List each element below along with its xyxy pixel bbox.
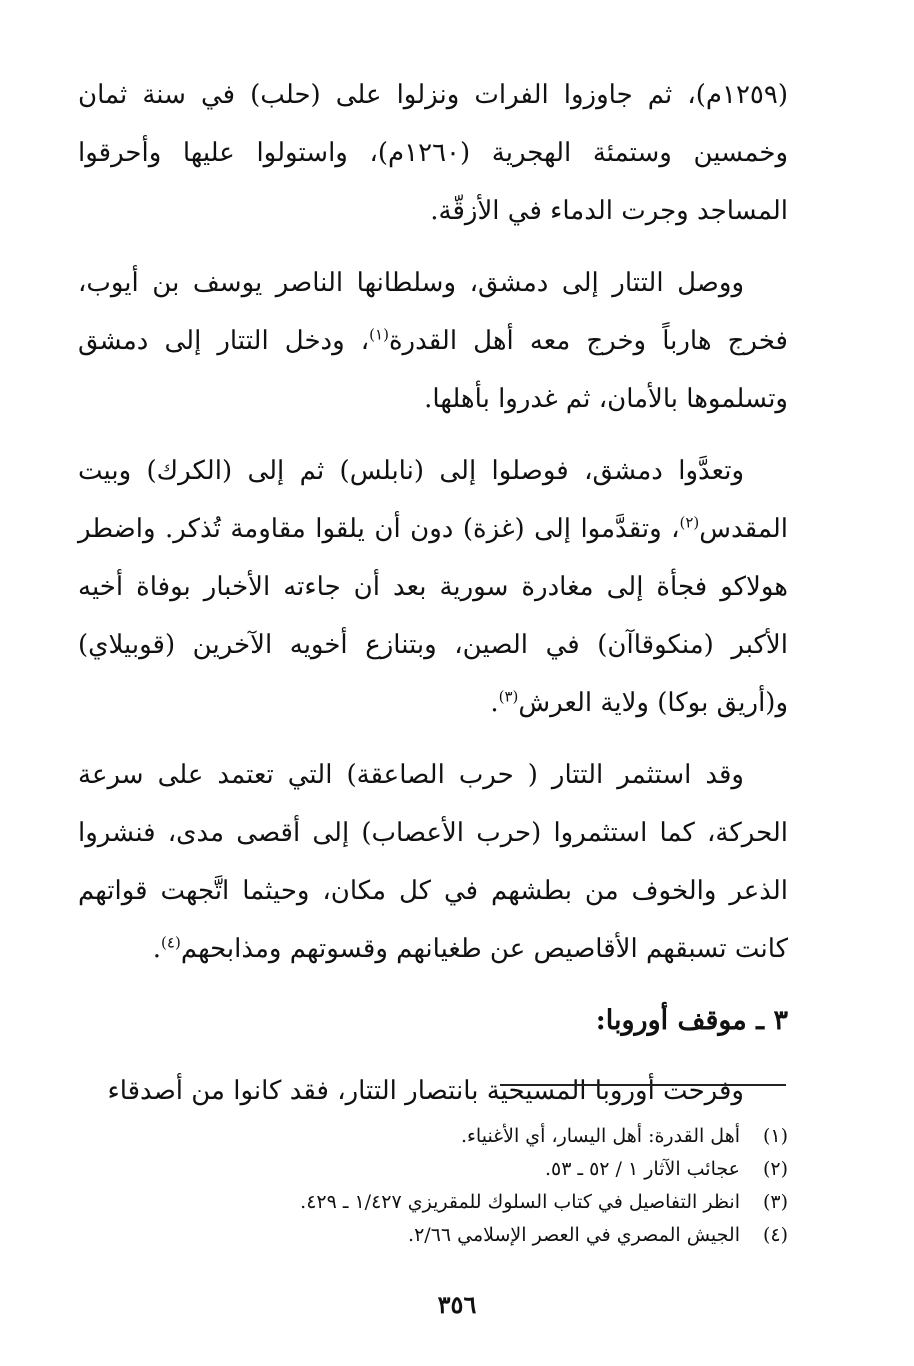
paragraph-3-text-middle: ، وتقدَّموا إلى (غزة) دون أن يلقوا مقاومة تُذكر. واضطر هولاكو فجأة إلى مغادرة سورية بعد أن جاءته الأخبار بوفاة أخيه الأكبر (منكوقاآن) في الصين، وبتنازع أخويه الآخرين (قوبيلاي) و(أريق بوكا) ولاية العرش: [78, 514, 788, 718]
paragraph-4-text-before: وقد استثمر التتار ( حرب الصاعقة) التي تعتمد على سرعة الحركة، كما استثمروا (حرب الأعصاب) إلى أقصى مدى، فنشروا الذعر والخوف من بطشهم في كل مكان، وحيثما اتَّجهت قواتهم كانت تسبقهم الأقاصيص عن طغيانهم وقسوتهم ومذابحهم: [78, 760, 788, 964]
footnote-number: (١): [762, 1125, 788, 1147]
page-number: ٣٥٦: [437, 1290, 477, 1319]
footnote-text: انظر التفاصيل في كتاب السلوك للمقريزي ١/٤٢٧ ـ ٤٢٩.: [300, 1191, 740, 1213]
paragraph-4-text-after: .: [152, 934, 162, 964]
footnote-1: [78, 1120, 788, 1153]
footnote-4: [78, 1219, 788, 1252]
footnote-text: الجيش المصري في العصر الإسلامي ٢/٦٦.: [408, 1224, 740, 1246]
paragraph-3: [78, 442, 788, 732]
footnote-text: أهل القدرة: أهل اليسار، أي الأغنياء.: [460, 1125, 740, 1147]
footnote-3: [78, 1186, 788, 1219]
footnote-number: (٢): [762, 1158, 788, 1180]
paragraph-1-text: (١٢٥٩م)، ثم جاوزوا الفرات ونزلوا على (حلب) في سنة ثمان وخمسين وستمئة الهجرية (١٢٦٠م)، واستولوا عليها وأحرقوا المساجد وجرت الدماء في الأزقّة.: [78, 80, 788, 226]
paragraph-4: [78, 746, 788, 978]
footnote-ref-3: (٣): [498, 687, 519, 706]
footnote-text: عجائب الآثار ١ / ٥٢ ـ ٥٣.: [544, 1158, 740, 1180]
footnote-divider: [500, 1084, 786, 1086]
footnote-ref-4: (٤): [161, 933, 181, 952]
footnotes-block: [78, 1120, 788, 1252]
paragraph-3-text-before: وتعدَّوا دمشق، فوصلوا إلى (نابلس) ثم إلى (الكرك) وبيت المقدس: [78, 456, 788, 544]
paragraph-2-text-after: ، ودخل التتار إلى دمشق وتسلموها بالأمان، ثم غدروا بأهلها.: [78, 326, 788, 414]
paragraph-2-text-before: ووصل التتار إلى دمشق، وسلطانها الناصر يوسف بن أيوب، فخرج هارباً وخرج معه أهل القدرة: [78, 268, 788, 356]
footnote-number: (٣): [762, 1191, 788, 1213]
paragraph-5-text: وفرحت أوروبا المسيحية بانتصار التتار، فقد كانوا من أصدقاء: [107, 1076, 744, 1106]
paragraph-3-text-after: .: [490, 688, 499, 718]
footnote-ref-1: (١): [369, 325, 389, 344]
footnote-2: [78, 1153, 788, 1186]
paragraph-1: [78, 66, 788, 240]
main-text-block: [78, 66, 788, 1134]
footnote-number: (٤): [762, 1224, 788, 1246]
paragraph-2: [78, 254, 788, 428]
paragraph-5: [78, 1062, 788, 1120]
footnote-ref-2: (٢): [679, 513, 700, 532]
section-heading: ٣ ـ موقف أوروبا:: [595, 1005, 788, 1036]
